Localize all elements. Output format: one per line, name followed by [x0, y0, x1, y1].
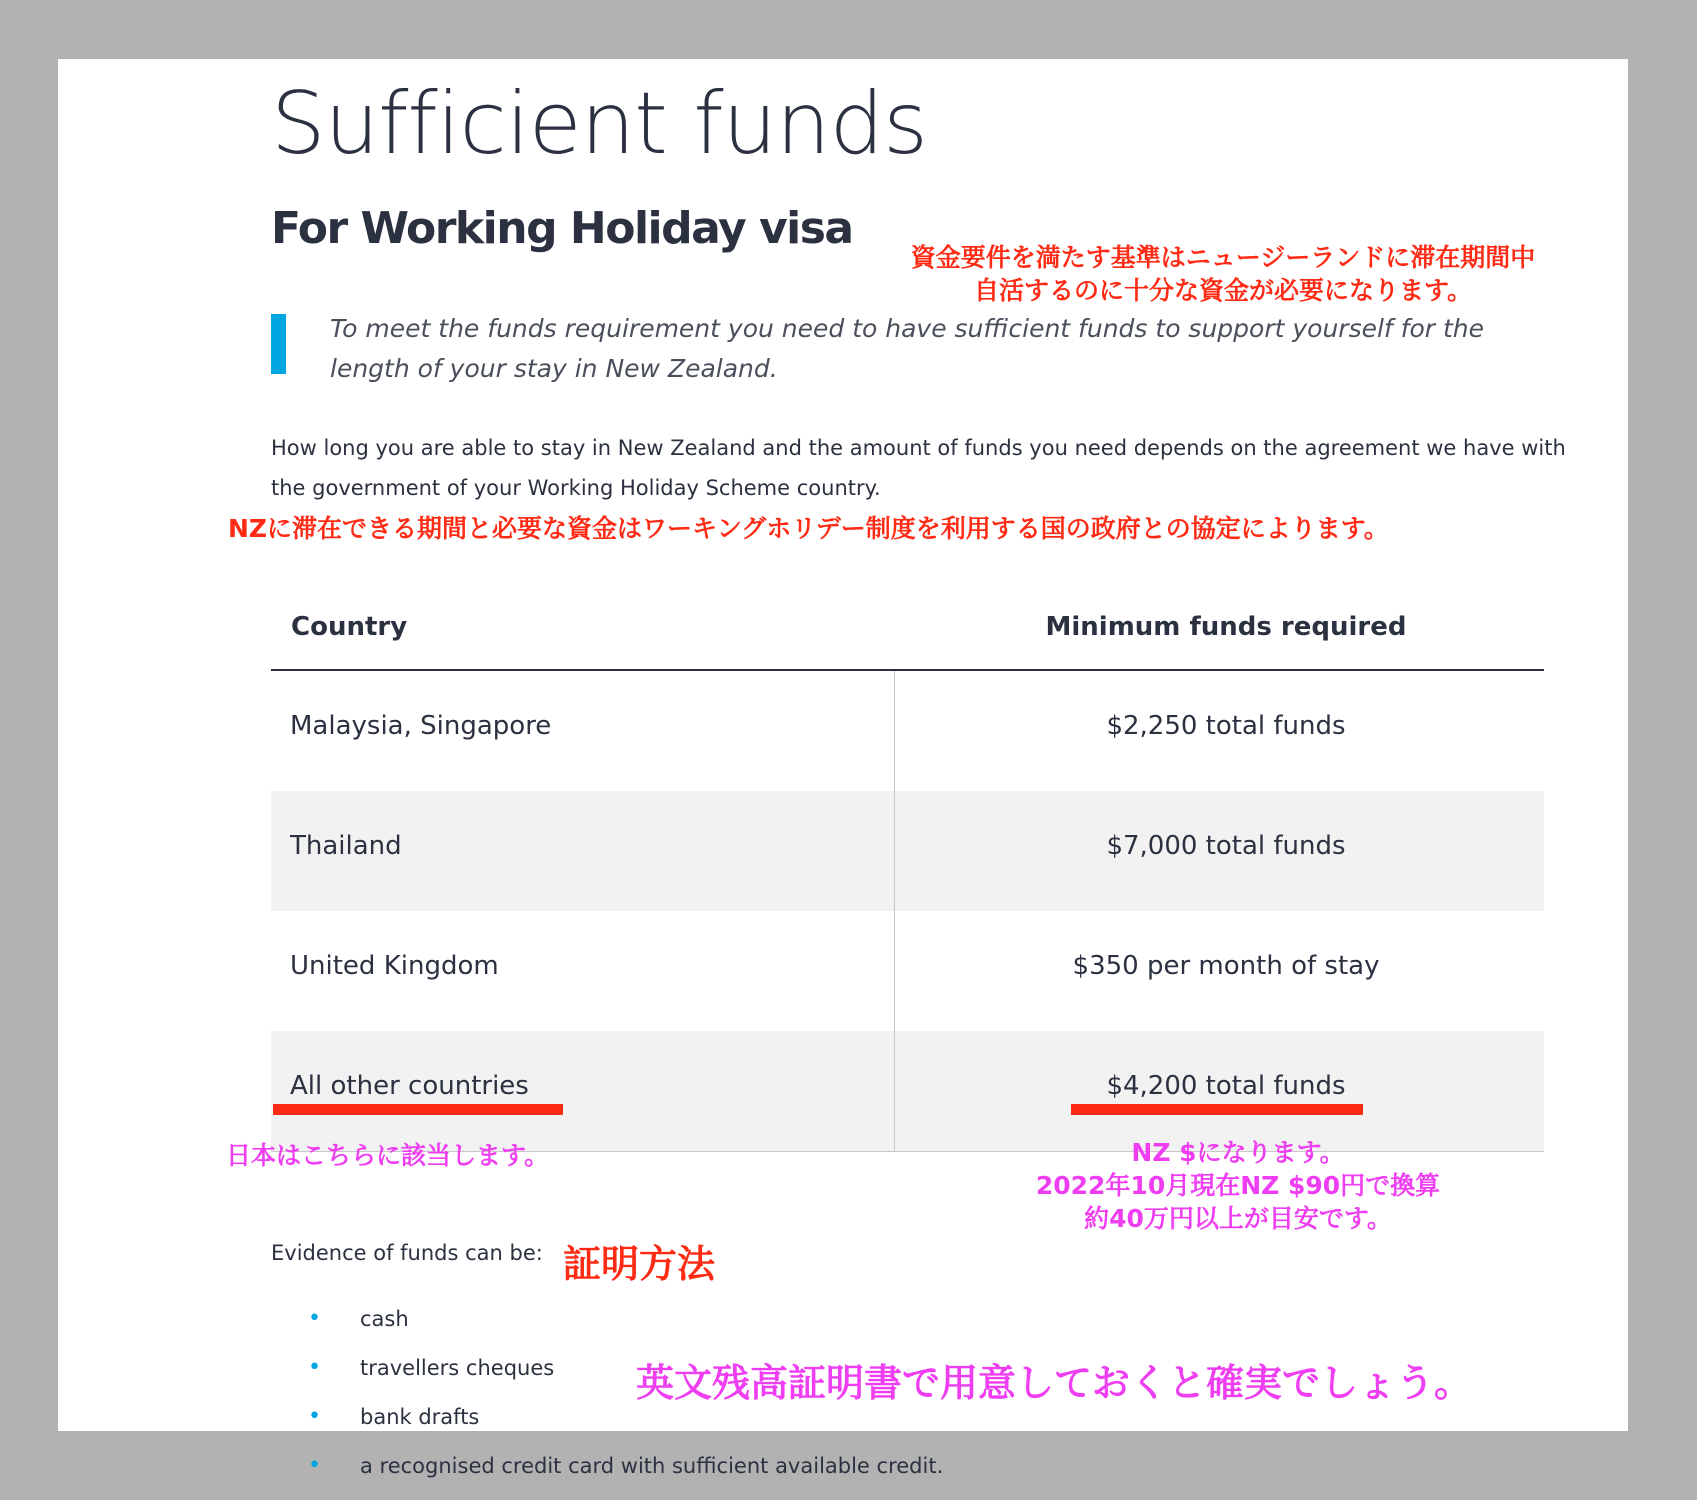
funds-cell: $350 per month of stay [1072, 951, 1380, 981]
page-title: Sufficient funds [271, 74, 927, 174]
bullet-icon: • [308, 1453, 321, 1478]
annotation-bank-statement: 英文残高証明書で用意しておくと確実でしょう。 [636, 1361, 1473, 1405]
annotation-japan: 日本はこちらに該当します。 [226, 1141, 550, 1170]
agreement-paragraph: How long you are able to stay in New Zealand and the amount of funds you need depends on the agreement we have with the government of your Working Holiday Scheme country. [271, 436, 1566, 500]
annotation-line: 資金要件を満たす基準はニュージーランドに滞在期間中 [910, 243, 1536, 272]
funds-cell: $4,200 total funds [1106, 1071, 1346, 1101]
list-item [308, 1451, 943, 1500]
highlight-underline-country [273, 1104, 563, 1115]
funds-cell: $7,000 total funds [1106, 831, 1346, 861]
list-item [308, 1304, 943, 1353]
bullet-icon: • [308, 1404, 321, 1429]
page-content [58, 59, 1628, 1478]
column-divider [894, 671, 895, 1151]
annotation-line: NZ $になります。 [1131, 1138, 1345, 1167]
annotation-agreement: NZに滞在できる期間と必要な資金はワーキングホリデー制度を利用する国の政府との協定によります。 [228, 514, 1389, 543]
list-item-text: bank drafts [360, 1405, 480, 1429]
list-item [308, 1402, 943, 1451]
funds-table-header [271, 604, 1544, 671]
column-header-funds: Minimum funds required [1045, 612, 1407, 642]
table-row [271, 791, 1544, 911]
list-item-text: travellers cheques [360, 1356, 555, 1380]
annotation-funds-requirement [838, 241, 1608, 307]
evidence-label: Evidence of funds can be: [271, 1241, 543, 1265]
country-cell: Thailand [290, 831, 402, 861]
column-header-country: Country [291, 612, 408, 642]
funds-table-body [271, 671, 1544, 1152]
bullet-icon: • [308, 1355, 321, 1380]
annotation-line: 2022年10月現在NZ $90円で換算 [1035, 1171, 1441, 1200]
bullet-icon: • [308, 1306, 321, 1331]
annotation-nzd [958, 1136, 1518, 1235]
table-row [271, 1031, 1544, 1151]
table-row [271, 671, 1544, 791]
annotation-line: 自活するのに十分な資金が必要になります。 [973, 276, 1472, 305]
highlight-underline-funds [1071, 1104, 1363, 1115]
intro-quote: To meet the funds requirement you need to have sufficient funds to support yourself for the length of your stay in New Zealand. [330, 314, 1485, 383]
list-item-text: cash [360, 1307, 409, 1331]
annotation-line: 約40万円以上が目安です。 [1084, 1204, 1392, 1233]
country-cell: All other countries [290, 1071, 529, 1101]
country-cell: Malaysia, Singapore [290, 711, 552, 741]
annotation-proof-method: 証明方法 [563, 1242, 716, 1286]
funds-cell: $2,250 total funds [1106, 711, 1346, 741]
country-cell: United Kingdom [290, 951, 499, 981]
list-item-text: a recognised credit card with sufficient available credit. [360, 1454, 944, 1478]
quote-accent-bar [271, 314, 286, 374]
page-subtitle: For Working Holiday visa [271, 203, 853, 254]
table-row [271, 911, 1544, 1031]
